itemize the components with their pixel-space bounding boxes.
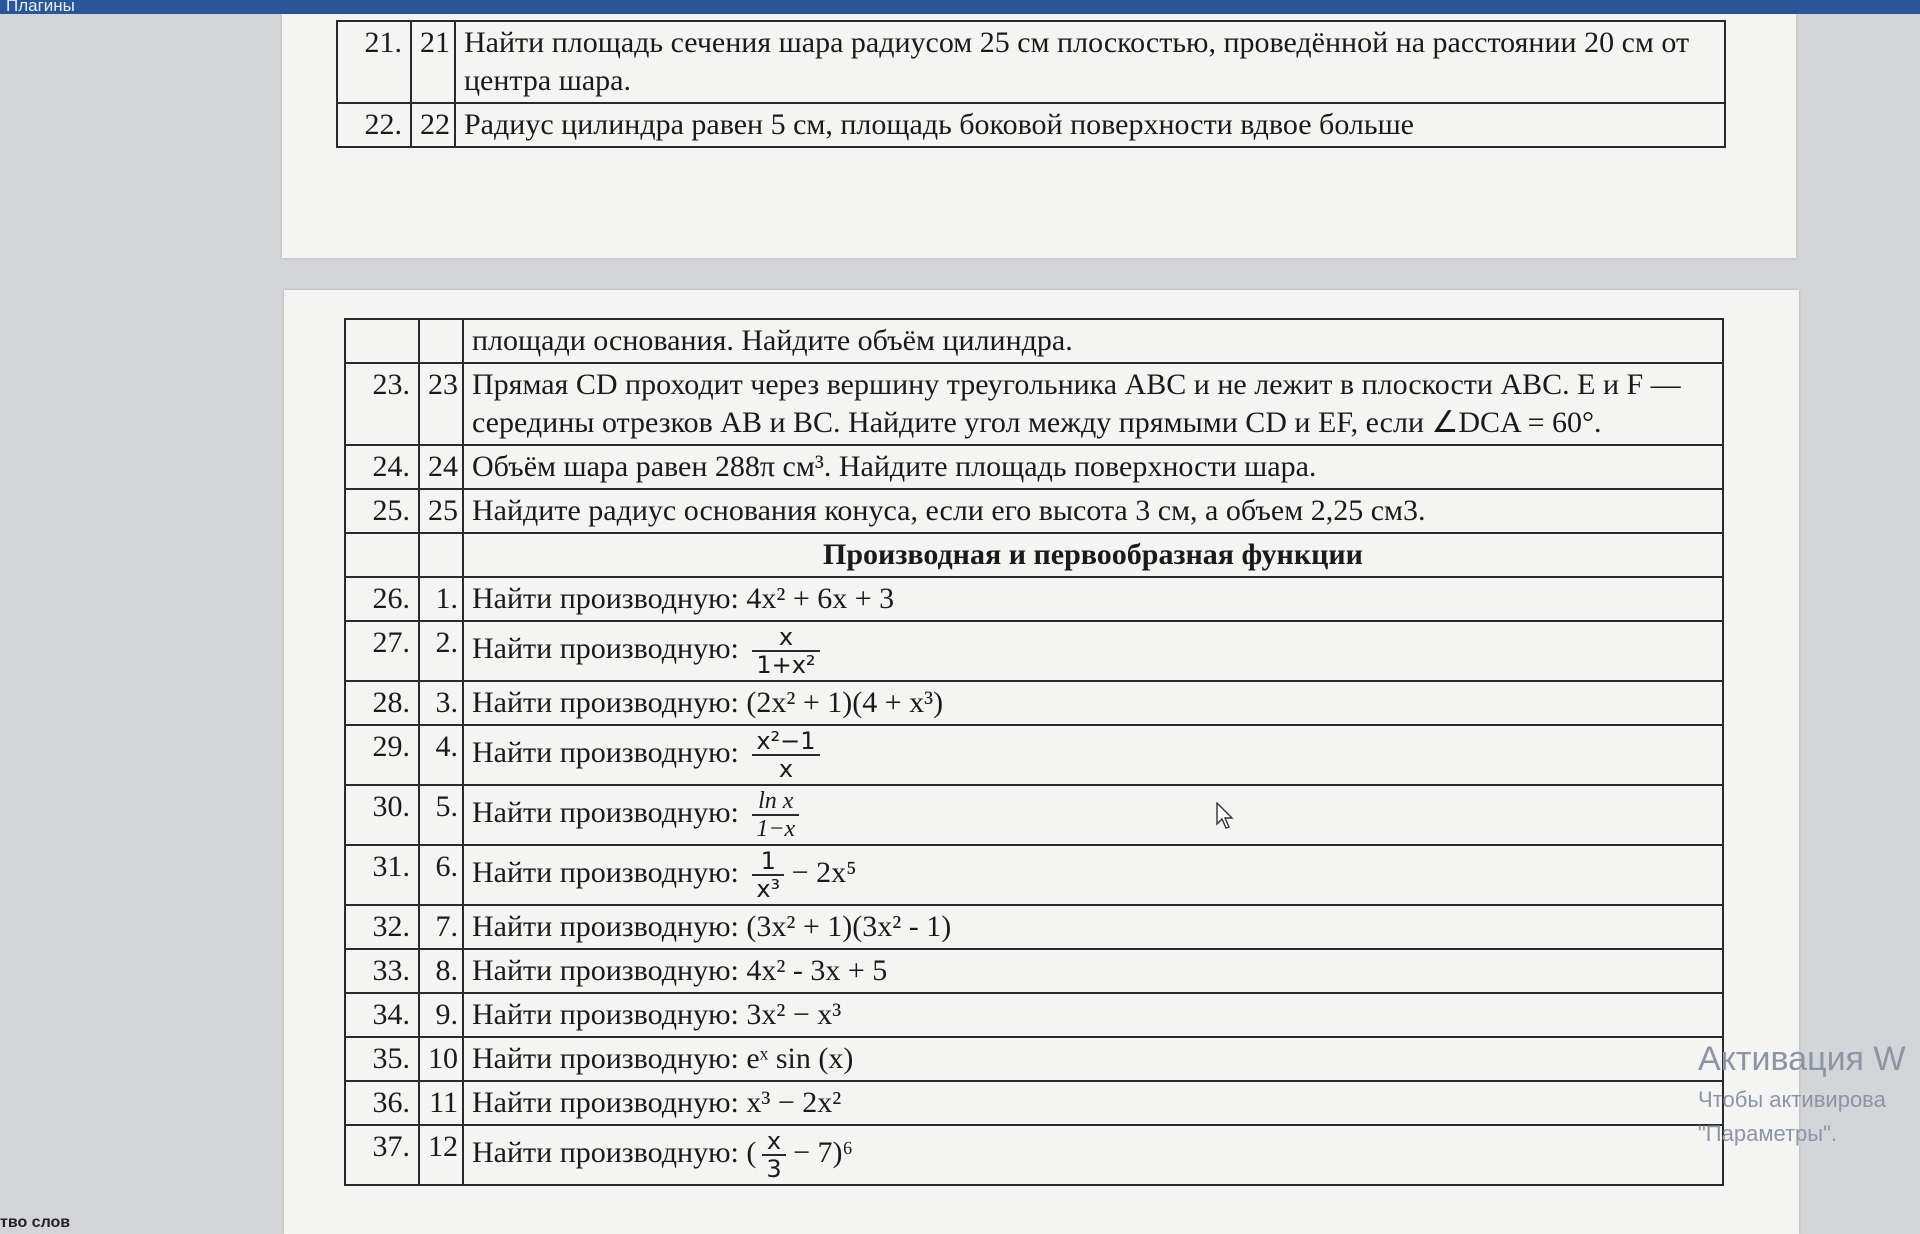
task-label: Найти производную:	[472, 998, 739, 1031]
table-row	[337, 103, 1725, 147]
fraction-denominator: 3	[766, 1155, 782, 1183]
fraction-numerator: x²−1	[752, 728, 819, 756]
fraction-denominator: 1+x²	[756, 651, 816, 679]
table-row	[337, 21, 1725, 103]
fraction-denominator: 1−x	[756, 816, 796, 842]
task-number: 1.	[419, 577, 463, 621]
fraction-numerator: x	[762, 1128, 785, 1156]
row-number: 35.	[345, 1037, 419, 1081]
math-fraction	[752, 728, 819, 782]
task-text	[463, 845, 1723, 905]
task-number: 9.	[419, 993, 463, 1037]
row-number: 22.	[337, 103, 411, 147]
table-row	[345, 1037, 1723, 1081]
table-row	[345, 785, 1723, 845]
row-number: 31.	[345, 845, 419, 905]
math-fraction	[752, 848, 784, 902]
task-number: 10	[419, 1037, 463, 1081]
task-text	[463, 1037, 1723, 1081]
row-number: 21.	[337, 21, 411, 103]
task-text	[463, 577, 1723, 621]
table-row	[345, 993, 1723, 1037]
fraction-numerator: x	[752, 624, 819, 652]
table-row	[345, 845, 1723, 905]
table-row	[345, 363, 1723, 445]
table-row	[345, 949, 1723, 993]
task-number: 12	[419, 1125, 463, 1185]
math-fraction	[752, 624, 819, 678]
task-number: 8.	[419, 949, 463, 993]
task-number: 6.	[419, 845, 463, 905]
task-text: Прямая CD проходит через вершину треугольника ABC и не лежит в плоскости ABC. E и F — середины отрезков AB и BC. Найдите угол между прямыми CD и EF, если ∠DCA = 60°.	[463, 363, 1723, 445]
row-number: 28.	[345, 681, 419, 725]
math-expression: x³ − 2x²	[746, 1086, 842, 1119]
fraction-denominator: x	[778, 755, 794, 783]
math-expression: eˣ sin (x)	[746, 1042, 854, 1075]
task-text: площади основания. Найдите объём цилиндра.	[463, 319, 1723, 363]
table-row	[345, 445, 1723, 489]
status-bar-word-count: тво слов	[0, 1214, 71, 1231]
math-paren: (	[746, 1135, 757, 1169]
task-text: Найти площадь сечения шара радиусом 25 см плоскостью, проведённой на расстоянии 20 см от центра шара.	[455, 21, 1725, 103]
math-expression: 4x² - 3x + 5	[746, 954, 888, 987]
row-number: 37.	[345, 1125, 419, 1185]
task-text	[463, 621, 1723, 681]
row-number	[345, 319, 419, 363]
task-text	[463, 785, 1723, 845]
task-number: 21	[411, 21, 455, 103]
task-number: 25	[419, 489, 463, 533]
task-label: Найти производную:	[472, 1086, 739, 1119]
row-number: 34.	[345, 993, 419, 1037]
task-text	[463, 993, 1723, 1037]
task-number: 23	[419, 363, 463, 445]
table-row	[345, 1125, 1723, 1185]
row-number: 23.	[345, 363, 419, 445]
task-number: 24	[419, 445, 463, 489]
task-text	[463, 681, 1723, 725]
ribbon-bar	[0, 0, 1920, 14]
task-text: Радиус цилиндра равен 5 см, площадь боковой поверхности вдвое больше	[455, 103, 1725, 147]
row-number: 26.	[345, 577, 419, 621]
task-label: Найти производную:	[472, 582, 739, 615]
math-expression-tail: − 7)⁶	[785, 1135, 853, 1169]
tasks-table-page-1	[336, 20, 1726, 148]
task-label: Найти производную:	[472, 735, 739, 769]
table-row	[345, 725, 1723, 785]
task-label: Найти производную:	[472, 631, 739, 665]
task-number: 22	[411, 103, 455, 147]
task-label: Найти производную:	[472, 1042, 739, 1075]
fraction-numerator: 1	[752, 848, 784, 876]
table-row	[345, 1081, 1723, 1125]
task-text	[463, 1125, 1723, 1185]
task-label: Найти производную:	[472, 686, 739, 719]
math-expression: 4x² + 6x + 3	[746, 582, 895, 615]
math-expression: (3x² + 1)(3x² - 1)	[746, 910, 952, 943]
fraction-denominator: x³	[756, 875, 781, 903]
row-number: 32.	[345, 905, 419, 949]
section-title: Производная и первообразная функции	[463, 533, 1723, 577]
task-text	[463, 725, 1723, 785]
math-fraction	[762, 1128, 785, 1182]
task-number: 4.	[419, 725, 463, 785]
task-number: 11	[419, 1081, 463, 1125]
task-label: Найти производную:	[472, 910, 739, 943]
tasks-table-page-2	[344, 318, 1724, 1186]
math-expression: 3x² − x³	[746, 998, 842, 1031]
activation-watermark	[1698, 1040, 1906, 1147]
table-row	[345, 681, 1723, 725]
task-number: 5.	[419, 785, 463, 845]
watermark-line: "Параметры".	[1698, 1121, 1838, 1146]
task-label: Найти производную:	[472, 855, 739, 889]
task-number: 7.	[419, 905, 463, 949]
table-row	[345, 489, 1723, 533]
task-label: Найти производную:	[472, 954, 739, 987]
table-row	[345, 577, 1723, 621]
math-expression: (2x² + 1)(4 + x³)	[746, 686, 944, 719]
derivative-rows	[345, 577, 1723, 1185]
row-number: 25.	[345, 489, 419, 533]
fraction-numerator: ln x	[752, 788, 799, 816]
task-text	[463, 905, 1723, 949]
watermark-line: Чтобы активирова	[1698, 1087, 1886, 1112]
watermark-title: Активация W	[1698, 1040, 1906, 1078]
task-number	[419, 319, 463, 363]
row-number: 27.	[345, 621, 419, 681]
task-number: 2.	[419, 621, 463, 681]
table-row	[345, 905, 1723, 949]
row-number: 36.	[345, 1081, 419, 1125]
task-number: 3.	[419, 681, 463, 725]
task-text: Объём шара равен 288π см³. Найдите площадь поверхности шара.	[463, 445, 1723, 489]
task-text: Найдите радиус основания конуса, если его высота 3 см, а объем 2,25 см3.	[463, 489, 1723, 533]
table-row	[345, 319, 1723, 363]
table-row	[345, 621, 1723, 681]
task-text	[463, 1081, 1723, 1125]
task-text	[463, 949, 1723, 993]
ribbon-tab-plugins[interactable]: Плагины	[6, 0, 75, 15]
row-number: 29.	[345, 725, 419, 785]
task-label: Найти производную:	[472, 795, 739, 829]
math-fraction	[752, 788, 799, 842]
row-number: 24.	[345, 445, 419, 489]
row-number: 33.	[345, 949, 419, 993]
math-expression-tail: − 2x⁵	[784, 855, 857, 889]
section-header-row	[345, 533, 1723, 577]
row-number: 30.	[345, 785, 419, 845]
task-label: Найти производную:	[472, 1135, 739, 1169]
